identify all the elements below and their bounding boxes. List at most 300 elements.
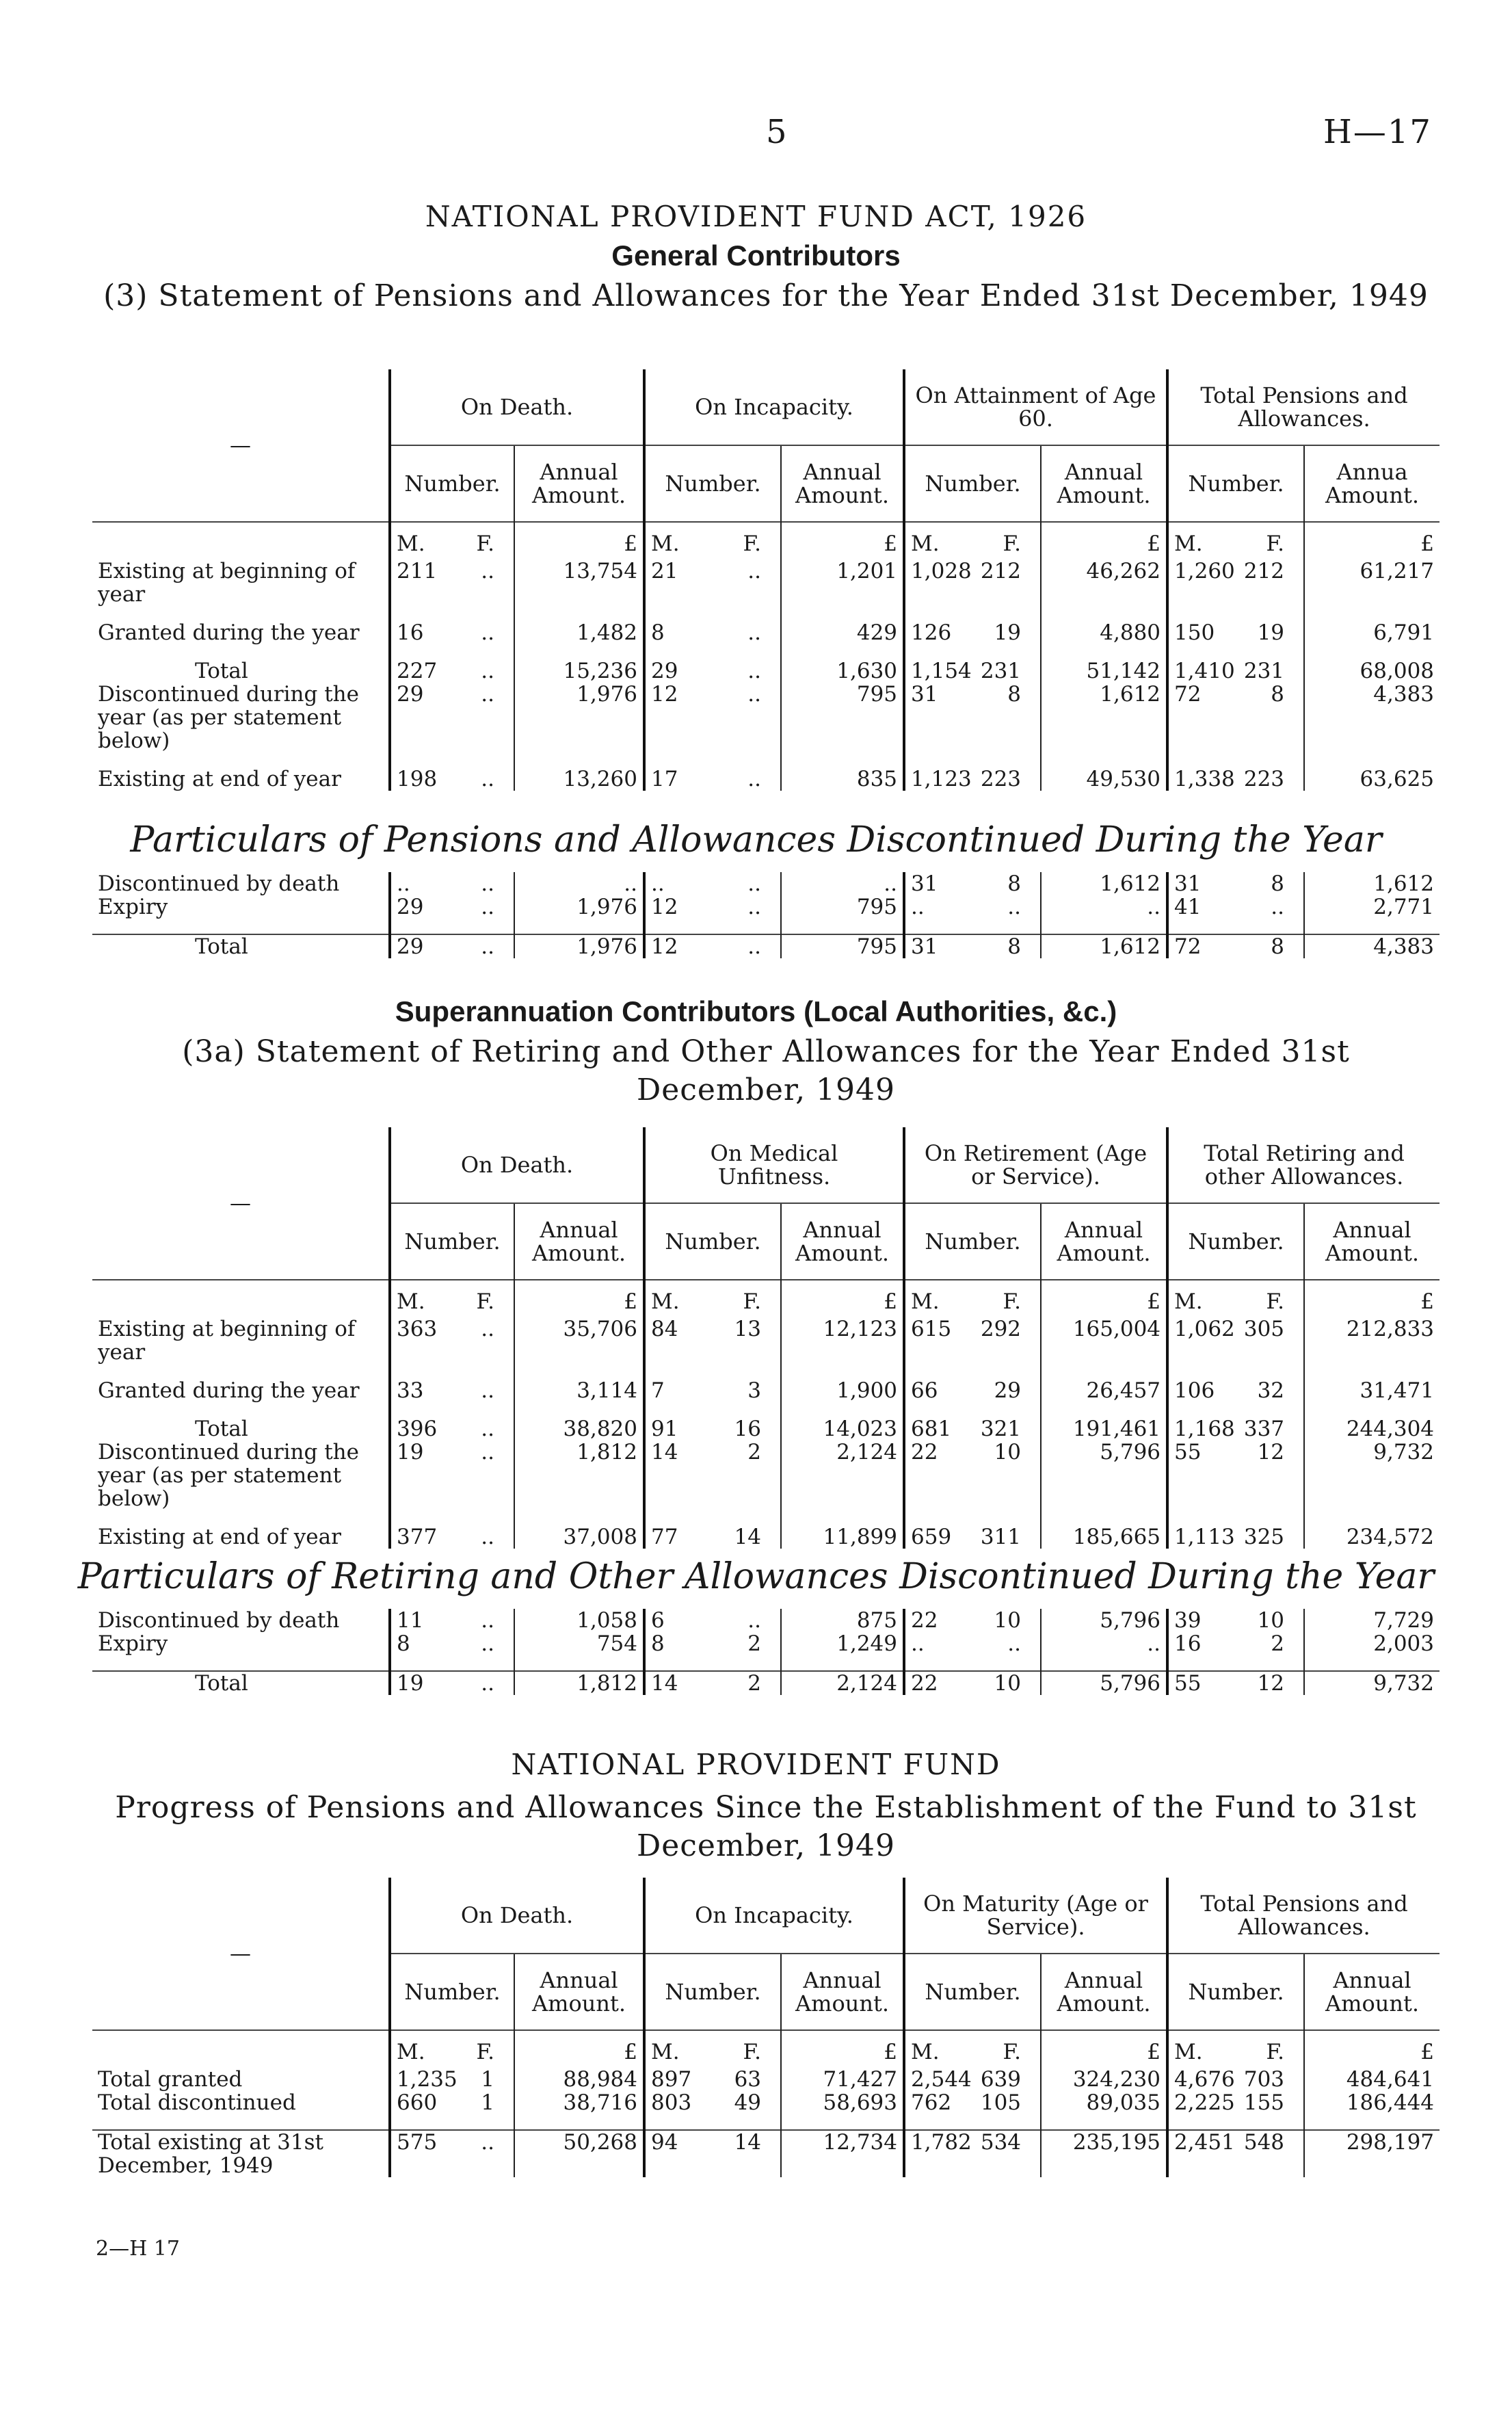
female-count: 231 [980, 659, 1022, 683]
annual-amount: 63,625 [1304, 767, 1440, 791]
annual-amount: 1,976 [514, 683, 644, 752]
annual-amount: 5,796 [1041, 1609, 1167, 1632]
male-unit: M. [1174, 531, 1203, 556]
female-count: .. [481, 767, 494, 791]
female-count: 105 [980, 2090, 1022, 2115]
annual-amount: 13,260 [514, 767, 644, 791]
female-count: .. [1007, 895, 1021, 919]
annual-amount: 795 [781, 683, 904, 752]
annual-amount: 835 [781, 767, 904, 791]
row-label: Discontinued during the year (as per statement below) [98, 1440, 359, 1511]
amount-subheader: Annual Amount. [514, 1954, 644, 2030]
female-count: 223 [1243, 767, 1285, 791]
annual-amount: 795 [781, 895, 904, 919]
annual-amount: 875 [781, 1609, 904, 1632]
female-count: .. [747, 767, 762, 791]
male-count: .. [911, 895, 925, 919]
annual-amount: 4,880 [1041, 621, 1167, 644]
annual-amount: 61,217 [1304, 560, 1440, 606]
total-row [92, 1671, 1440, 1695]
row-label: Discontinued by death [98, 871, 340, 896]
annual-amount: 6,791 [1304, 621, 1440, 644]
annual-amount: 11,899 [781, 1525, 904, 1549]
amount-subheader: Annual Amount. [781, 1203, 904, 1280]
female-count: 12 [1257, 1671, 1284, 1696]
pound-unit: £ [1304, 1280, 1440, 1317]
male-count: 126 [911, 620, 952, 645]
male-count: 17 [651, 767, 678, 791]
number-subheader: Number. [644, 1954, 781, 2030]
row-label: Existing at end of year [98, 1525, 341, 1549]
male-unit: M. [651, 1289, 680, 1314]
female-count: 14 [734, 2130, 762, 2155]
total-row [92, 1417, 1440, 1441]
male-count: 12 [651, 934, 678, 959]
annual-amount: 795 [781, 934, 904, 958]
female-count: 10 [994, 1608, 1021, 1633]
column-group-header: On Incapacity. [644, 1878, 904, 1954]
general-particulars-table [92, 872, 1440, 958]
female-count: 12 [1257, 1440, 1285, 1464]
male-count: 21 [651, 559, 678, 583]
number-subheader: Number. [904, 1954, 1041, 2030]
table-row [92, 1317, 1440, 1364]
statement-3a-heading: (3a) Statement of Retiring and Other Allowances for the Year Ended 31st December, 1949 [182, 1034, 1350, 1107]
female-count: .. [481, 871, 494, 896]
female-count: 337 [1243, 1417, 1285, 1441]
column-group-header: On Death. [390, 369, 644, 445]
male-count: 22 [911, 1440, 938, 1464]
annual-amount: 14,023 [781, 1417, 904, 1441]
pound-unit: £ [514, 1280, 644, 1317]
annual-amount: 2,124 [781, 1671, 904, 1695]
table-row [92, 1379, 1440, 1402]
male-count: 22 [911, 1608, 938, 1633]
male-count: 7 [651, 1378, 665, 1403]
male-count: 2,544 [911, 2067, 972, 2092]
table-row [92, 2130, 1440, 2177]
annual-amount: 89,035 [1041, 2091, 1167, 2114]
female-count: 223 [980, 767, 1022, 791]
amount-subheader: Annua Amount. [1304, 445, 1440, 522]
superannuation-particulars-table [92, 1609, 1440, 1695]
progress-title: NATIONAL PROVIDENT FUND [511, 1748, 1001, 1781]
table-row [92, 560, 1440, 606]
general-contributors-heading: General Contributors [611, 239, 901, 272]
amount-subheader: Annual Amount. [514, 445, 644, 522]
male-unit: M. [1174, 2040, 1203, 2064]
female-count: .. [747, 659, 762, 683]
female-count: 2 [1271, 1631, 1284, 1656]
annual-amount: 26,457 [1041, 1379, 1167, 1402]
column-group-header: On Retirement (Age or Service). [904, 1127, 1167, 1203]
male-count: 6 [651, 1608, 665, 1633]
female-count: .. [747, 620, 762, 645]
number-subheader: Number. [644, 1203, 781, 1280]
annual-amount: 1,812 [514, 1441, 644, 1510]
annual-amount: 46,262 [1041, 560, 1167, 606]
annual-amount: .. [514, 872, 644, 895]
column-group-header: Total Retiring and other Allowances. [1167, 1127, 1440, 1203]
female-count: 548 [1243, 2130, 1285, 2155]
male-count: 12 [651, 682, 678, 707]
male-count: 55 [1174, 1671, 1202, 1696]
male-count: 660 [397, 2090, 438, 2115]
male-count: 803 [651, 2090, 692, 2115]
annual-amount: 1,201 [781, 560, 904, 606]
female-count: 14 [734, 1525, 762, 1549]
annual-amount: .. [781, 872, 904, 895]
female-count: .. [1271, 895, 1284, 919]
female-count: .. [747, 682, 762, 707]
pound-unit: £ [1304, 522, 1440, 560]
male-unit: M. [397, 531, 425, 556]
pound-unit: £ [781, 522, 904, 560]
male-unit: M. [911, 2040, 940, 2064]
table-row [92, 1525, 1440, 1549]
number-subheader: Number. [1167, 445, 1304, 522]
female-count: 3 [747, 1378, 762, 1403]
annual-amount: 15,236 [514, 659, 644, 683]
female-count: 325 [1243, 1525, 1285, 1549]
number-subheader: Number. [644, 445, 781, 522]
female-count: 212 [1243, 559, 1285, 583]
female-count: 8 [1271, 871, 1284, 896]
annual-amount: 185,665 [1041, 1525, 1167, 1549]
male-count: 72 [1174, 934, 1202, 959]
column-group-header: Total Pensions and Allowances. [1167, 1878, 1440, 1954]
female-count: 2 [747, 1631, 761, 1656]
annual-amount: 165,004 [1041, 1317, 1167, 1364]
male-count: 12 [651, 895, 678, 919]
male-count: 66 [911, 1378, 938, 1403]
male-count: 91 [651, 1417, 678, 1441]
header-dash: — [230, 1191, 251, 1215]
row-label: Expiry [98, 895, 168, 919]
annual-amount: 1,612 [1041, 683, 1167, 752]
female-unit: F. [1266, 2040, 1285, 2064]
male-count: 29 [651, 659, 678, 683]
amount-subheader: Annual Amount. [1041, 1954, 1167, 2030]
female-unit: F. [476, 2040, 494, 2064]
female-count: 8 [1007, 871, 1021, 896]
pound-unit: £ [781, 1280, 904, 1317]
table-row [92, 895, 1440, 919]
annual-amount: 5,796 [1041, 1671, 1167, 1695]
female-unit: F. [1003, 1289, 1022, 1314]
annual-amount: 88,984 [514, 2068, 644, 2091]
row-label: Granted during the year [98, 620, 360, 645]
total-row [92, 659, 1440, 683]
row-label: Granted during the year [98, 1378, 360, 1403]
annual-amount: 4,383 [1304, 934, 1440, 958]
annual-amount: 1,976 [514, 895, 644, 919]
female-count: 639 [980, 2067, 1022, 2092]
number-subheader: Number. [390, 1203, 514, 1280]
male-count: 33 [397, 1378, 424, 1403]
annual-amount: 7,729 [1304, 1609, 1440, 1632]
female-count: .. [481, 1417, 494, 1441]
male-count: 72 [1174, 682, 1202, 707]
male-count: 4,676 [1174, 2067, 1235, 2092]
male-count: 8 [397, 1631, 410, 1656]
male-count: 1,154 [911, 659, 972, 683]
female-count: 13 [734, 1317, 762, 1341]
female-count: 8 [1271, 682, 1285, 707]
male-count: 1,168 [1174, 1417, 1235, 1441]
annual-amount: 2,771 [1304, 895, 1440, 919]
male-count: 31 [911, 934, 938, 959]
male-count: 1,410 [1174, 659, 1235, 683]
column-group-header: On Attainment of Age 60. [904, 369, 1167, 445]
annual-amount: 1,630 [781, 659, 904, 683]
female-count: .. [747, 895, 761, 919]
male-count: 615 [911, 1317, 952, 1341]
annual-amount: 484,641 [1304, 2068, 1440, 2091]
male-count: 22 [911, 1671, 938, 1696]
female-unit: F. [743, 1289, 762, 1314]
general-particulars-title: Particulars of Pensions and Allowances Discontinued During the Year [130, 819, 1382, 860]
male-count: 41 [1174, 895, 1202, 919]
table-row [92, 683, 1440, 752]
male-count: 31 [911, 871, 938, 896]
annual-amount: 35,706 [514, 1317, 644, 1364]
male-count: 16 [397, 620, 424, 645]
female-count: 19 [994, 620, 1022, 645]
female-count: 10 [994, 1671, 1021, 1696]
female-unit: F. [1266, 1289, 1285, 1314]
male-count: 1,113 [1174, 1525, 1235, 1549]
male-unit: M. [1174, 1289, 1203, 1314]
female-count: 305 [1243, 1317, 1285, 1341]
female-unit: F. [743, 531, 762, 556]
male-count: 16 [1174, 1631, 1202, 1656]
row-label: Existing at beginning of year [98, 1317, 356, 1365]
female-count: 155 [1243, 2090, 1285, 2115]
male-count: 94 [651, 2130, 678, 2155]
header-row [92, 369, 1440, 445]
male-count: .. [397, 871, 410, 896]
annual-amount: 2,003 [1304, 1632, 1440, 1655]
annual-amount: 58,693 [781, 2091, 904, 2114]
male-count: 211 [397, 559, 438, 583]
amount-subheader: Annual Amount. [1041, 445, 1167, 522]
male-unit: M. [911, 1289, 940, 1314]
male-count: 1,028 [911, 559, 972, 583]
table-row [92, 1632, 1440, 1655]
female-count: .. [481, 895, 494, 919]
annual-amount: 754 [514, 1632, 644, 1655]
female-count: .. [481, 1631, 494, 1656]
male-count: 55 [1174, 1440, 1202, 1464]
superannuation-table [92, 1127, 1440, 1549]
male-count: 29 [397, 895, 424, 919]
male-count: 2,225 [1174, 2090, 1235, 2115]
male-count: 762 [911, 2090, 952, 2115]
male-count: 19 [397, 1440, 424, 1464]
annual-amount: 68,008 [1304, 659, 1440, 683]
table-row [92, 2068, 1440, 2091]
amount-subheader: Annual Amount. [781, 1954, 904, 2030]
annual-amount: 2,124 [781, 1441, 904, 1510]
annual-amount: 1,612 [1304, 872, 1440, 895]
progress-statement-heading: Progress of Pensions and Allowances Since the Establishment of the Fund to 31st December, 1949 [115, 1790, 1417, 1863]
amount-subheader: Annual Amount. [1304, 1954, 1440, 2030]
column-group-header: Total Pensions and Allowances. [1167, 369, 1440, 445]
amount-subheader: Annual Amount. [514, 1203, 644, 1280]
male-count: 1,260 [1174, 559, 1235, 583]
annual-amount: 9,732 [1304, 1441, 1440, 1510]
annual-amount: 31,471 [1304, 1379, 1440, 1402]
table-row [92, 1609, 1440, 1632]
annual-amount: 1,976 [514, 934, 644, 958]
male-count: 897 [651, 2067, 692, 2092]
female-count: 8 [1007, 934, 1021, 959]
female-count: 212 [980, 559, 1022, 583]
annual-amount: 12,734 [781, 2130, 904, 2177]
female-count: .. [1007, 1631, 1021, 1656]
annual-amount: 429 [781, 621, 904, 644]
female-count: .. [481, 659, 494, 683]
male-count: 29 [397, 682, 424, 707]
annual-amount: 1,812 [514, 1671, 644, 1695]
female-count: .. [481, 559, 494, 583]
female-count: .. [747, 559, 762, 583]
male-count: 84 [651, 1317, 678, 1341]
amount-subheader: Annual Amount. [1304, 1203, 1440, 1280]
pound-unit: £ [1304, 2030, 1440, 2068]
male-count: 227 [397, 659, 438, 683]
female-count: .. [481, 1317, 494, 1341]
header-row [92, 1878, 1440, 1954]
row-label: Total granted [98, 2067, 243, 2092]
pound-unit: £ [1041, 522, 1167, 560]
annual-amount: 12,123 [781, 1317, 904, 1364]
annual-amount: 1,612 [1041, 934, 1167, 958]
male-unit: M. [397, 2040, 425, 2064]
annual-amount: 49,530 [1041, 767, 1167, 791]
male-count: 31 [911, 682, 938, 707]
column-group-header: On Death. [390, 1127, 644, 1203]
female-count: 49 [734, 2090, 762, 2115]
male-count: 681 [911, 1417, 952, 1441]
row-label: Expiry [98, 1631, 168, 1656]
male-count: 39 [1174, 1608, 1202, 1633]
units-row [92, 1280, 1440, 1317]
annual-amount: 4,383 [1304, 683, 1440, 752]
number-subheader: Number. [904, 445, 1041, 522]
female-count: 19 [1257, 620, 1285, 645]
row-label: Discontinued by death [98, 1608, 340, 1633]
annual-amount: 234,572 [1304, 1525, 1440, 1549]
female-count: 10 [994, 1440, 1022, 1464]
annual-amount: 244,304 [1304, 1417, 1440, 1441]
annual-amount: 212,833 [1304, 1317, 1440, 1364]
annual-amount: 1,482 [514, 621, 644, 644]
annual-amount: 38,716 [514, 2091, 644, 2114]
row-label: Existing at beginning of year [98, 559, 356, 607]
female-unit: F. [1003, 2040, 1022, 2064]
number-subheader: Number. [390, 1954, 514, 2030]
superannuation-particulars-title: Particulars of Retiring and Other Allowances Discontinued During the Year [77, 1556, 1435, 1597]
female-count: .. [481, 2130, 494, 2155]
male-count: 106 [1174, 1378, 1215, 1403]
statement-3-heading: (3) Statement of Pensions and Allowances for the Year Ended 31st December, 1949 [103, 278, 1429, 313]
table-row [92, 621, 1440, 644]
male-count: 363 [397, 1317, 438, 1341]
number-subheader: Number. [390, 445, 514, 522]
progress-table [92, 1878, 1440, 2177]
header-row [92, 1127, 1440, 1203]
male-count: 8 [651, 1631, 665, 1656]
female-unit: F. [743, 2040, 762, 2064]
male-count: 575 [397, 2130, 438, 2155]
number-subheader: Number. [1167, 1954, 1304, 2030]
number-subheader: Number. [904, 1203, 1041, 1280]
pound-unit: £ [781, 2030, 904, 2068]
male-count: 377 [397, 1525, 438, 1549]
female-count: .. [747, 934, 761, 959]
table-row [92, 1441, 1440, 1510]
male-unit: M. [397, 1289, 425, 1314]
table-row [92, 872, 1440, 895]
female-count: 534 [980, 2130, 1022, 2155]
male-unit: M. [911, 531, 940, 556]
annual-amount: 71,427 [781, 2068, 904, 2091]
annual-amount: 13,754 [514, 560, 644, 606]
male-count: 11 [397, 1608, 424, 1633]
male-count: 14 [651, 1671, 678, 1696]
fund-act-title: NATIONAL PROVIDENT FUND ACT, 1926 [425, 200, 1087, 233]
female-count: 703 [1243, 2067, 1285, 2092]
units-row [92, 2030, 1440, 2068]
column-group-header: On Medical Unfitness. [644, 1127, 904, 1203]
annual-amount: 37,008 [514, 1525, 644, 1549]
row-label: Total discontinued [98, 2090, 296, 2115]
male-count: 8 [651, 620, 665, 645]
female-count: .. [481, 934, 494, 959]
row-label: Total [92, 934, 390, 958]
annual-amount: 9,732 [1304, 1671, 1440, 1695]
row-label: Total existing at 31st December, 1949 [92, 2130, 390, 2177]
row-label: Total [92, 1671, 390, 1695]
annual-amount: 298,197 [1304, 2130, 1440, 2177]
female-count: 321 [980, 1417, 1022, 1441]
female-count: .. [747, 1608, 761, 1633]
female-unit: F. [476, 531, 494, 556]
page-number: 5 [766, 113, 787, 151]
column-group-header: On Incapacity. [644, 369, 904, 445]
female-count: .. [481, 1608, 494, 1633]
female-count: 29 [994, 1378, 1022, 1403]
annual-amount: 1,249 [781, 1632, 904, 1655]
annual-amount: 5,796 [1041, 1441, 1167, 1510]
footer-reference: 2—H 17 [96, 2237, 180, 2261]
annual-amount: 1,900 [781, 1379, 904, 1402]
male-count: .. [911, 1631, 925, 1656]
header-dash: — [230, 1941, 251, 1966]
pound-unit: £ [514, 2030, 644, 2068]
female-count: 292 [980, 1317, 1022, 1341]
female-count: .. [481, 1525, 494, 1549]
female-count: 32 [1257, 1378, 1285, 1403]
male-count: 77 [651, 1525, 678, 1549]
female-count: 1 [481, 2067, 494, 2092]
column-group-header: On Maturity (Age or Service). [904, 1878, 1167, 1954]
female-count: .. [481, 682, 494, 707]
annual-amount: .. [1041, 1632, 1167, 1655]
header-dash: — [230, 433, 251, 458]
